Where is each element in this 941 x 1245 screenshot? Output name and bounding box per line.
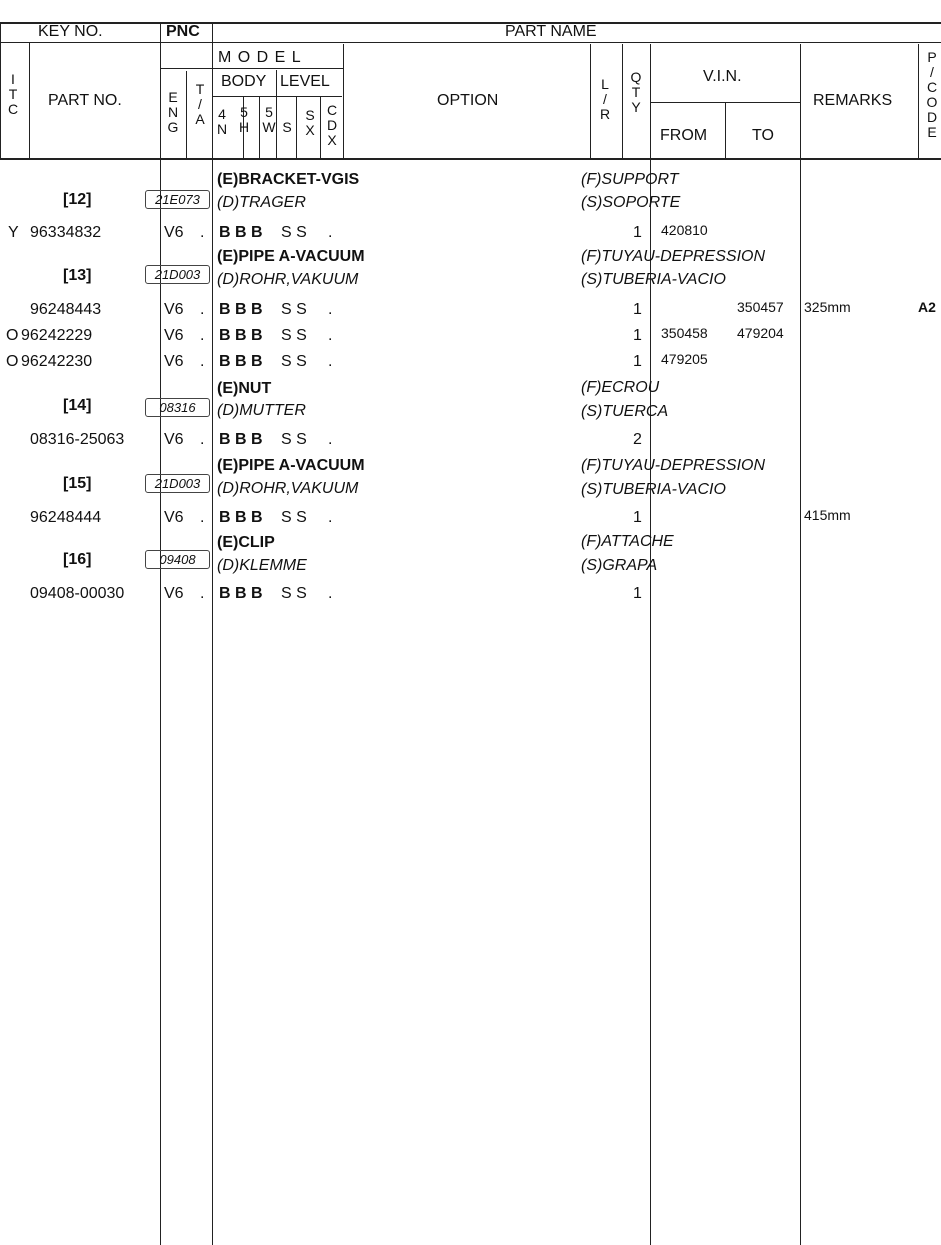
part-name-fr: (F)SUPPORT [581,171,679,188]
header-key-no: KEY NO. [38,23,103,40]
eng: V6 [164,431,184,448]
header-ta: T / A [195,81,205,127]
level-codes: S S [281,353,307,370]
header-model: M O D E L [218,49,302,66]
qty: 1 [633,353,642,370]
header-level-cdx: C D X [326,102,338,148]
part-number: 09408-00030 [30,585,125,602]
remarks: 415mm [804,507,851,523]
part-name-de: (D)MUTTER [217,402,306,419]
part-number: 96242229 [21,327,93,344]
header-vin-to: TO [752,127,774,144]
part-name-de: (D)KLEMME [217,557,307,574]
level-codes: S S [281,301,307,318]
itc: O [6,327,19,344]
cdx: . [328,353,333,370]
eng: V6 [164,509,184,526]
cdx: . [328,224,333,241]
cdx: . [328,327,333,344]
pnc-box: 08316 [145,398,210,417]
part-name-en: (E)NUT [217,380,272,397]
vin-from: 479205 [661,351,708,367]
key-number: [14] [63,397,92,414]
part-name-es: (S)SOPORTE [581,194,681,211]
part-number: 96248444 [30,509,102,526]
part-name-en: (E)PIPE A-VACUUM [217,457,365,474]
part-name-en: (E)CLIP [217,534,275,551]
header-body: BODY [221,73,267,90]
part-name-es: (S)TUERCA [581,403,669,420]
vin-to: 479204 [737,325,784,341]
eng: V6 [164,301,184,318]
header-option: OPTION [437,92,499,109]
cdx: . [328,431,333,448]
header-body-4n: 4 N [216,106,228,137]
ta: . [200,431,205,448]
ta: . [200,353,205,370]
part-name-fr: (F)ATTACHE [581,533,674,550]
vin-to: 350457 [737,299,784,315]
part-name-fr: (F)TUYAU-DEPRESSION [581,248,766,265]
header-pcode: P / C O D E [926,49,938,140]
header-eng: E N G [167,89,179,135]
qty: 2 [633,431,642,448]
pcode: A2 [918,299,936,315]
header-qty: Q T Y [630,69,642,115]
part-number: 96334832 [30,224,102,241]
pnc-box: 09408 [145,550,210,569]
key-number: [12] [63,191,92,208]
itc: Y [8,224,19,241]
header-level-sx: S X [305,107,315,138]
part-name-es: (S)GRAPA [581,557,658,574]
key-number: [16] [63,551,92,568]
eng: V6 [164,353,184,370]
body-codes: B B B [219,353,263,370]
pnc-box: 21D003 [145,265,210,284]
body-codes: B B B [219,585,263,602]
header-body-5h: 5 H [238,104,250,135]
ta: . [200,301,205,318]
body-codes: B B B [219,509,263,526]
header-lr: L / R [599,76,611,122]
header-level: LEVEL [280,73,330,90]
ta: . [200,585,205,602]
qty: 1 [633,327,642,344]
part-number: 96248443 [30,301,102,318]
pnc-box: 21E073 [145,190,210,209]
key-number: [13] [63,267,92,284]
part-name-es: (S)TUBERIA-VACIO [581,481,726,498]
part-number: 08316-25063 [30,431,125,448]
body-codes: B B B [219,431,263,448]
cdx: . [328,585,333,602]
remarks: 325mm [804,299,851,315]
body-codes: B B B [219,301,263,318]
eng: V6 [164,224,184,241]
header-part-name: PART NAME [505,23,597,40]
qty: 1 [633,301,642,318]
cdx: . [328,301,333,318]
level-codes: S S [281,509,307,526]
part-name-fr: (F)ECROU [581,379,660,396]
header-itc: I T C [7,71,19,117]
ta: . [200,224,205,241]
ta: . [200,509,205,526]
body-codes: B B B [219,224,263,241]
part-name-en: (E)PIPE A-VACUUM [217,248,365,265]
part-name-de: (D)ROHR,VAKUUM [217,271,359,288]
header-remarks: REMARKS [813,92,893,109]
eng: V6 [164,327,184,344]
qty: 1 [633,224,642,241]
level-codes: S S [281,585,307,602]
header-body-5w: 5 W [262,104,276,135]
ta: . [200,327,205,344]
vin-from: 420810 [661,222,708,238]
header-level-s: S [282,119,292,135]
level-codes: S S [281,327,307,344]
part-number: 96242230 [21,353,93,370]
header-vin-from: FROM [660,127,708,144]
header-pnc: PNC [166,23,200,40]
header-part-no: PART NO. [48,92,122,109]
qty: 1 [633,509,642,526]
level-codes: S S [281,224,307,241]
eng: V6 [164,585,184,602]
body-codes: B B B [219,327,263,344]
qty: 1 [633,585,642,602]
cdx: . [328,509,333,526]
itc: O [6,353,19,370]
key-number: [15] [63,475,92,492]
part-name-es: (S)TUBERIA-VACIO [581,271,726,288]
header-vin: V.I.N. [703,68,742,85]
pnc-box: 21D003 [145,474,210,493]
part-name-fr: (F)TUYAU-DEPRESSION [581,457,766,474]
part-name-de: (D)ROHR,VAKUUM [217,480,359,497]
vin-from: 350458 [661,325,708,341]
part-name-de: (D)TRAGER [217,194,306,211]
level-codes: S S [281,431,307,448]
part-name-en: (E)BRACKET-VGIS [217,171,360,188]
